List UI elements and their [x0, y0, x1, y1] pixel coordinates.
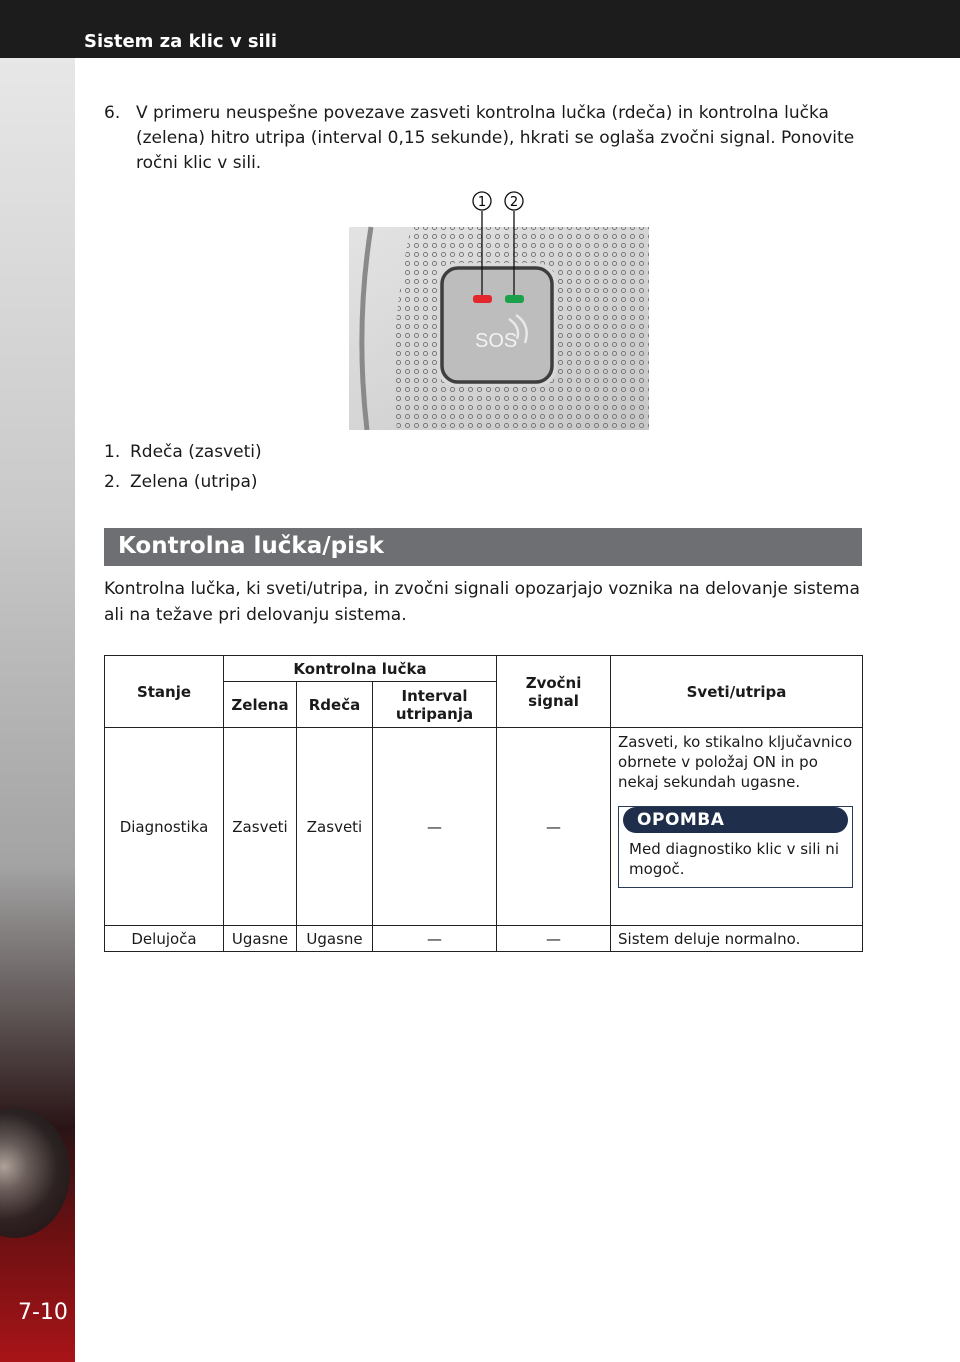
sos-label: SOS [475, 330, 518, 352]
cell-green: Zasveti [224, 728, 297, 926]
section-title: Kontrolna lučka/pisk [118, 533, 384, 559]
header-sound: Zvočni signal [497, 656, 611, 728]
side-decoration-strip [0, 58, 75, 1362]
sos-button [442, 268, 552, 382]
page-number: 7-10 [18, 1300, 68, 1325]
intro-paragraph: Kontrolna lučka, ki sveti/utripa, in zvočni signali opozarjajo voznika na delovanje sistema ali na težave pri delovanju sistema. [104, 579, 860, 625]
note-text: Med diagnostiko klic v sili ni mogoč. [629, 840, 839, 878]
step-6 [104, 101, 874, 176]
page-header-bar [0, 0, 960, 58]
cell-state: Delujoča [105, 926, 224, 952]
indicator-table [104, 655, 863, 952]
cell-interval: — [373, 926, 497, 952]
header-interval: Interval utripanja [373, 682, 497, 728]
note-title: OPOMBA [623, 807, 848, 833]
caption-1-num: 1. [104, 442, 121, 462]
table-row [105, 926, 863, 952]
caption-1-text: Rdeča (zasveti) [130, 442, 262, 462]
caption-2-text: Zelena (utripa) [130, 472, 258, 492]
cell-description: Sistem deluje normalno. [611, 926, 863, 952]
cell-sound: — [497, 926, 611, 952]
sos-button-figure [349, 187, 649, 430]
cell-interval: — [373, 728, 497, 926]
table-row [105, 728, 863, 926]
caption-1 [104, 442, 262, 462]
caption-2-num: 2. [104, 472, 121, 492]
step-text: V primeru neuspešne povezave zasveti kontrolna lučka (rdeča) in kontrolna lučka (zelena) hitro utripa (interval 0,15 sekunde), hkrati se oglaša zvočni signal. Ponovite ročni klic v sili. [136, 103, 855, 173]
header-green: Zelena [224, 682, 297, 728]
note-box [618, 806, 853, 888]
marker-1-label: 1 [477, 195, 487, 210]
description-text: Zasveti, ko stikalno ključavnico obrnete v položaj ON in po nekaj sekundah ugasne. [618, 733, 853, 791]
cell-sound: — [497, 728, 611, 926]
cell-state: Diagnostika [105, 728, 224, 926]
header-state: Stanje [105, 656, 224, 728]
header-red: Rdeča [297, 682, 373, 728]
red-lamp [473, 295, 492, 303]
caption-2 [104, 472, 258, 492]
sos-illustration [349, 187, 649, 430]
green-lamp [505, 295, 524, 303]
step-number: 6. [104, 103, 121, 123]
page-header-title: Sistem za klic v sili [84, 31, 278, 52]
cell-description [611, 728, 863, 926]
header-indicator: Kontrolna lučka [224, 656, 497, 682]
section-banner [104, 528, 862, 566]
header-onblink: Sveti/utripa [611, 656, 863, 728]
headlight-image [0, 1108, 70, 1238]
marker-2-label: 2 [509, 195, 519, 210]
cell-red: Ugasne [297, 926, 373, 952]
cell-red: Zasveti [297, 728, 373, 926]
cell-green: Ugasne [224, 926, 297, 952]
